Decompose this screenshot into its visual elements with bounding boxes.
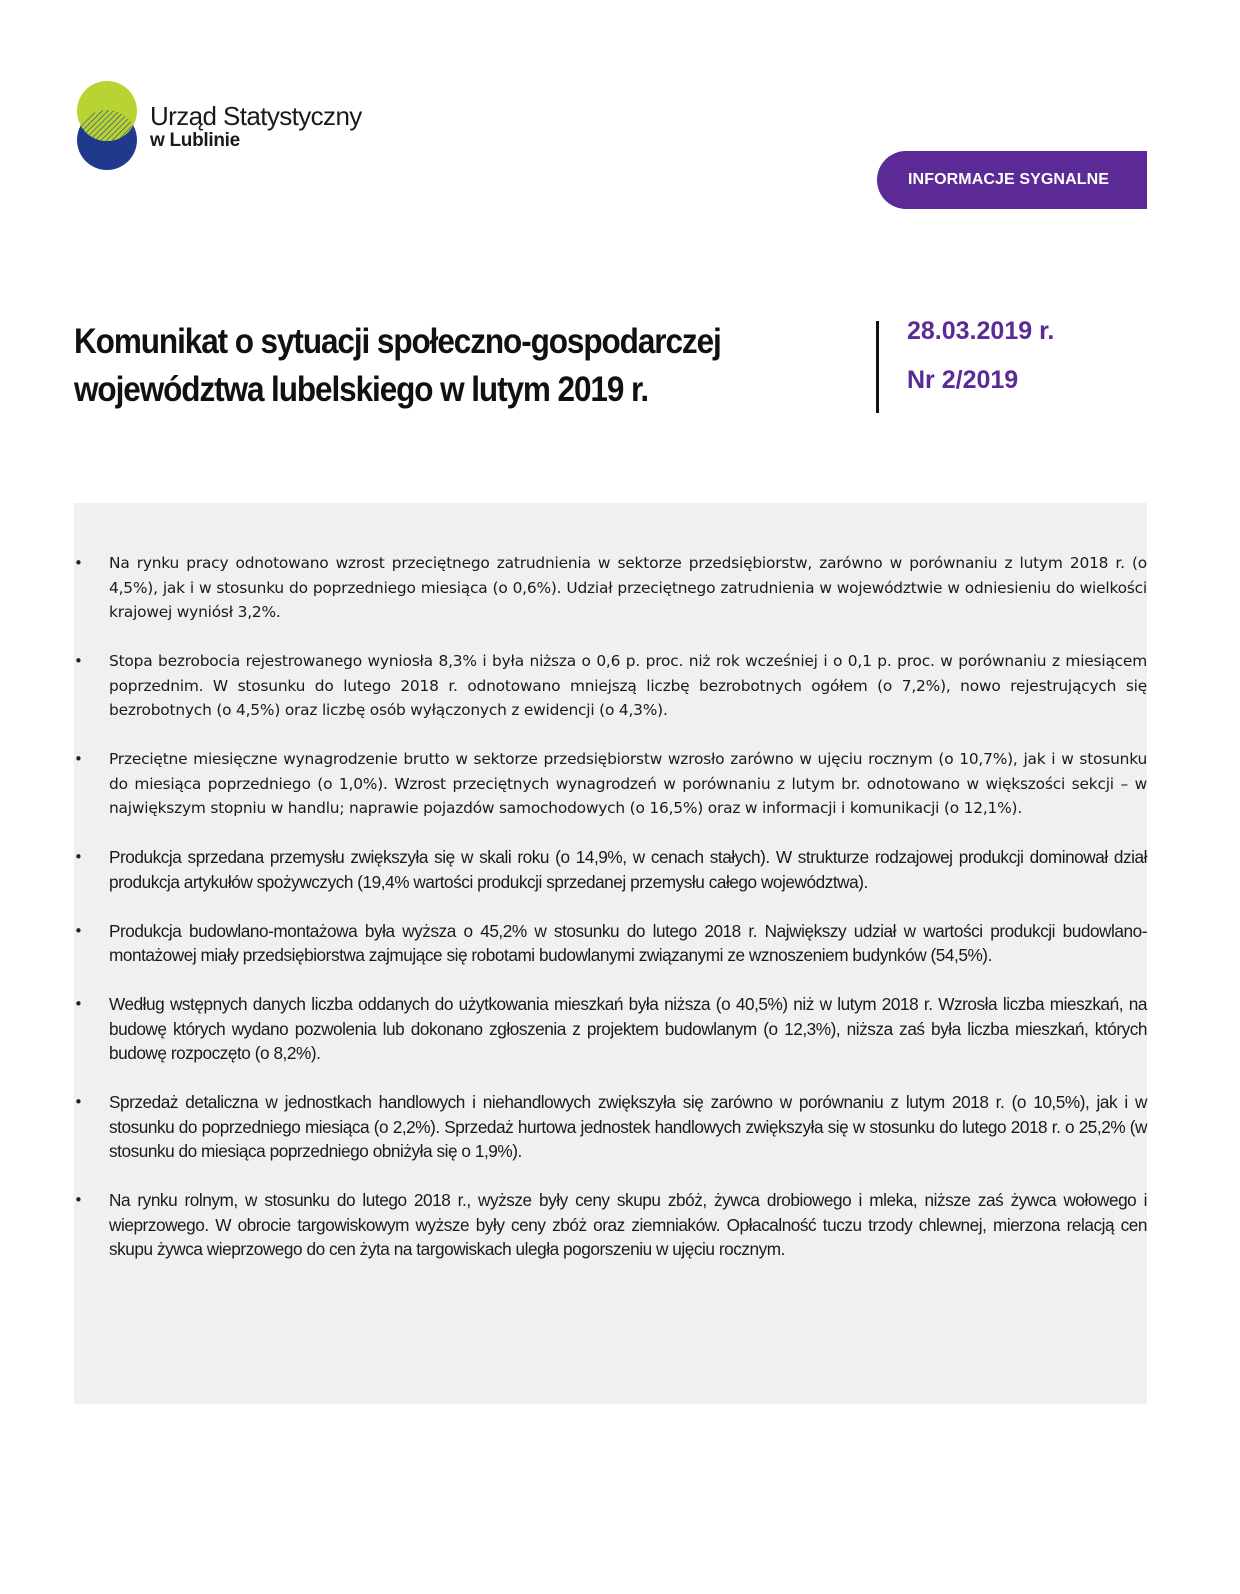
bullet-icon: • (74, 750, 83, 768)
summary-item-industry (74, 845, 1147, 894)
bullet-icon: • (74, 848, 83, 866)
summary-item-unemployment (74, 649, 1147, 723)
summary-item-sales (74, 1090, 1147, 1164)
institution-logo (76, 80, 376, 175)
summary-item-text: Na rynku rolnym, w stosunku do lutego 2018 r., wyższe były ceny skupu zbóż, żywca drobiowego i mleka, niższe zaś żywca wołowego i wieprzowego. W obrocie targowiskowym wyższe były ceny zbóż oraz ziemniaków. Opłacalność tuczu trzody chlewnej, mierzona relacją cen skupu żywca wieprzowego do cen żyta na targowiskach uległa pogorszeniu w ujęciu rocznym. (109, 1190, 1147, 1259)
summary-list (74, 551, 1147, 1286)
publication-date: 28.03.2019 r. (907, 317, 1055, 345)
summary-box (74, 503, 1147, 1404)
publication-meta (907, 314, 1054, 397)
summary-item-labour-market (74, 551, 1147, 625)
title-meta-divider (876, 321, 879, 413)
summary-item-text: Przeciętne miesięczne wynagrodzenie brutto w sektorze przedsiębiorstw wzrosło zarówno w ujęciu rocznym (o 10,7%), jak i w stosunku do miesiąca poprzedniego (o 1,0%). Wzrost przeciętnych wynagrodzeń w porównaniu z lutym br. odnotowano w większości sekcji – w największym stopniu w handlu; naprawie pojazdów samochodowych (o 16,5%) oraz w informacji i komunikacji (o 12,1%). (109, 750, 1147, 817)
institution-name-line1: Urząd Statystyczny (150, 101, 362, 131)
summary-item-agriculture (74, 1188, 1147, 1262)
page-title-line2: województwa lubelskiego w lutym 2019 r. (74, 370, 649, 409)
summary-item-text: Produkcja sprzedana przemysłu zwiększyła się w skali roku (o 14,9%, w cenach stałych). W strukturze rodzajowej produkcji dominował dział produkcja artykułów spożywczych (19,4% wartości produkcji sprzedanej przemysłu całego województwa). (109, 847, 1147, 892)
summary-item-text: Na rynku pracy odnotowano wzrost przeciętnego zatrudnienia w sektorze przedsiębiorstw, zarówno w porównaniu z lutym 2018 r. (o 4,5%), jak i w stosunku do poprzedniego miesiąca (o 0,6%). Udział przeciętnego zatrudnienia w województwie w odniesieniu do wielkości krajowej wyniósł 3,2%. (109, 554, 1147, 621)
bullet-icon: • (74, 1191, 83, 1209)
institution-name-line2: w Lublinie (150, 130, 240, 151)
summary-item-text: Produkcja budowlano-montażowa była wyższa o 45,2% w stosunku do lutego 2018 r. Największy udział w wartości produkcji budowlano-montażowej miały przedsiębiorstwa zajmujące się robotami budowlanymi związanymi ze wznoszeniem budynków (54,5%). (109, 920, 1147, 965)
publication-type-badge (877, 151, 1147, 209)
bullet-icon: • (74, 652, 83, 670)
page-title (74, 318, 767, 414)
bullet-icon: • (74, 554, 83, 572)
bullet-icon: • (74, 995, 83, 1013)
page-title-line1: Komunikat o sytuacji społeczno-gospodarczej (74, 322, 721, 361)
summary-item-housing (74, 992, 1147, 1066)
summary-item-text: Według wstępnych danych liczba oddanych do użytkowania mieszkań była niższa (o 40,5%) niż w lutym 2018 r. Wzrosła liczba mieszkań, na budowę których wydano pozwolenia lub dokonano zgłoszenia z projektem budowlanym (o 12,3%), niższa zaś była liczba mieszkań, których budowę rozpoczęto (o 8,2%). (109, 994, 1147, 1063)
publication-number: Nr 2/2019 (907, 366, 1019, 394)
summary-item-construction (74, 919, 1147, 968)
bullet-icon: • (74, 921, 83, 940)
summary-item-text: Stopa bezrobocia rejestrowanego wyniosła 8,3% i była niższa o 0,6 p. proc. niż rok wcześniej i o 0,1 p. proc. w porównaniu z miesiącem poprzednim. W stosunku do lutego 2018 r. odnotowano mniejszą liczbę bezrobotnych ogółem (o 7,2%), nowo rejestrujących się bezrobotnych (o 4,5%) oraz liczbę osób wyłączonych z ewidencji (o 4,3%). (109, 652, 1147, 719)
publication-type-label: INFORMACJE SYGNALNE (908, 171, 1110, 188)
bullet-icon: • (74, 1093, 83, 1111)
summary-item-wages (74, 747, 1147, 821)
institution-name (150, 102, 362, 152)
summary-item-text: Sprzedaż detaliczna w jednostkach handlowych i niehandlowych zwiększyła się zarówno w porównaniu z lutym 2018 r. (o 10,5%), jak i w stosunku do poprzedniego miesiąca (o 2,2%). Sprzedaż hurtowa jednostek handlowych zwiększyła się w stosunku do lutego 2018 r. o 25,2% (w stosunku do miesiąca poprzedniego obniżyła się o 1,9%). (109, 1092, 1147, 1161)
logo-circles-icon (76, 80, 138, 172)
